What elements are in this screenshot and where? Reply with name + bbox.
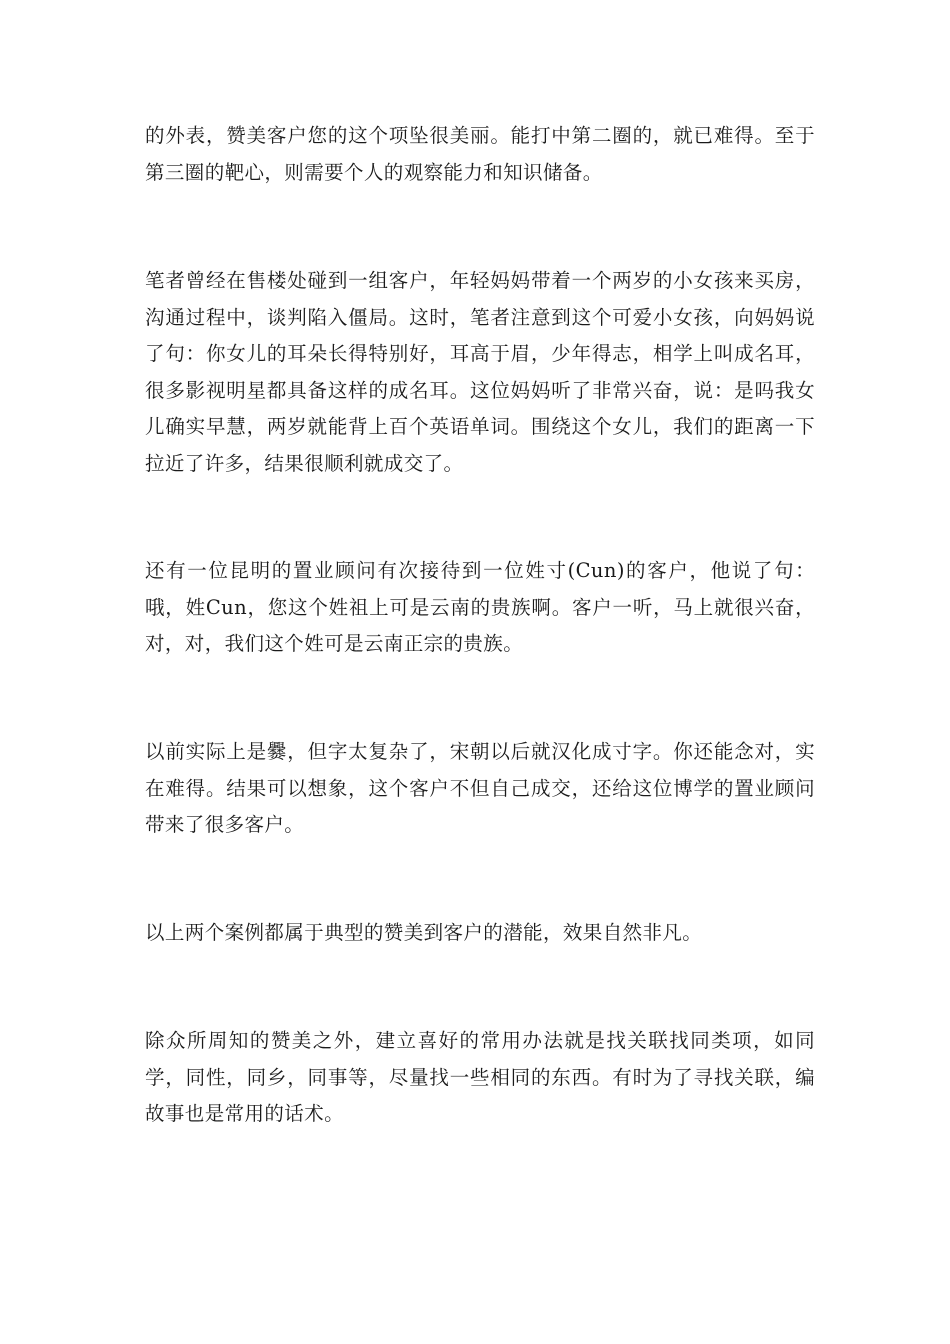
- paragraph-5: 以上两个案例都属于典型的赞美到客户的潜能，效果自然非凡。: [145, 921, 703, 944]
- paragraph-4: 以前实际上是爨，但字太复杂了，宋朝以后就汉化成寸字。你还能念对，实在难得。结果可以想象，这个客户不但自己成交，还给这位博学的置业顾问带来了很多客户。: [145, 740, 815, 836]
- paragraph-2: 笔者曾经在售楼处碰到一组客户，年轻妈妈带着一个两岁的小女孩来买房，沟通过程中，谈判陷入僵局。这时，笔者注意到这个可爱小女孩，向妈妈说了句：你女儿的耳朵长得特别好，耳高于眉，少年得志，相学上叫成名耳，很多影视明星都具备这样的成名耳。这位妈妈听了非常兴奋，说：是吗我女儿确实早慧，两岁就能背上百个英语单词。围绕这个女儿，我们的距离一下拉近了许多，结果很顺利就成交了。: [145, 269, 815, 475]
- paragraph-6: 除众所周知的赞美之外，建立喜好的常用办法就是找关联找同类项，如同学，同性，同乡，同事等，尽量找一些相同的东西。有时为了寻找关联，编故事也是常用的话术。: [145, 1029, 815, 1125]
- paragraph-3: 还有一位昆明的置业顾问有次接待到一位姓寸(Cun)的客户，他说了句：哦，姓Cun，您这个姓祖上可是云南的贵族啊。客户一听，马上就很兴奋，对，对，我们这个姓可是云南正宗的贵族。: [145, 559, 815, 655]
- paragraph-1: 的外表，赞美客户您的这个项坠很美丽。能打中第二圈的，就已难得。至于第三圈的靶心，则需要个人的观察能力和知识储备。: [145, 124, 815, 184]
